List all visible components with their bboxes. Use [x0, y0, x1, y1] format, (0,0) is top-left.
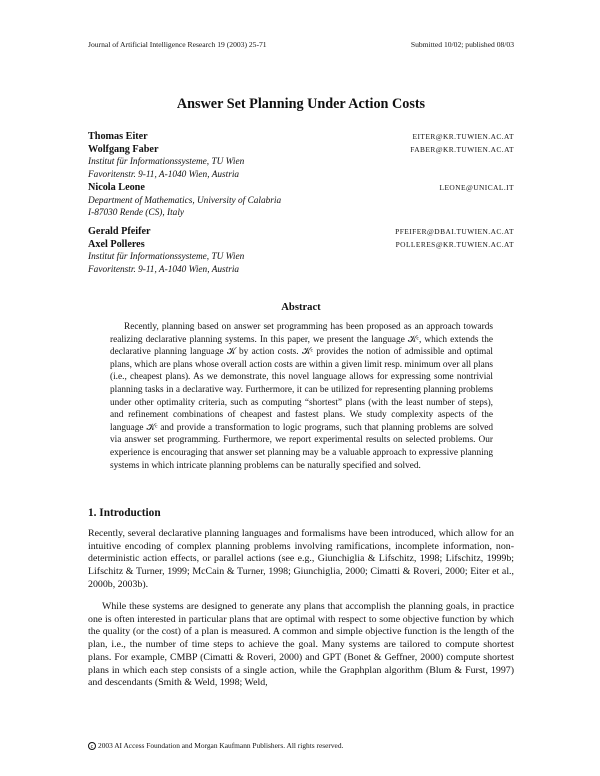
affiliation-line: Favoritenstr. 9-11, A-1040 Wien, Austria — [88, 264, 240, 275]
copyright-icon: c — [88, 742, 96, 750]
copyright-text: 2003 AI Access Foundation and Morgan Kaufmann Publishers. All rights reserved. — [98, 741, 344, 750]
journal-citation: Journal of Artificial Intelligence Research 19 (2003) 25-71 — [88, 40, 267, 49]
abstract-heading: Abstract — [281, 302, 321, 313]
author-name: Wolfgang Faber — [88, 143, 159, 155]
author-group-3 — [88, 226, 514, 276]
paper-title: Answer Set Planning Under Action Costs — [176, 96, 426, 112]
author-group-1 — [88, 131, 514, 181]
author-email: POLLERES@KR.TUWIEN.AC.AT — [395, 239, 514, 249]
section-heading: 1. Introduction — [88, 507, 161, 519]
submission-dates: Submitted 10/02; published 08/03 — [410, 40, 514, 49]
affiliation-line: Institut für Informationssysteme, TU Wien — [88, 252, 245, 262]
author-email: FABER@KR.TUWIEN.AC.AT — [410, 144, 514, 154]
author-email: LEONE@UNICAL.IT — [439, 183, 514, 192]
body-paragraph: While these systems are designed to generate any plans that accomplish the planning goals, in practice one is often interested in particular plans that are optimal with respect to some objective function by which the quality (or the cost) of a plan is measured. A common and simple objective function is the length of the plan, i.e., the number of time steps to achieve the goal. Many systems are tailored to compute shortest plans. For example, CMBP (Cimatti & Roveri, 2000) and GPT (Bonet & Geffner, 2000) compute shortest plans in which each step consists of a single action, while the Graphplan algorithm (Blum & Furst, 1997) and descendants (Smith & Weld, 1998; Weld, — [88, 601, 514, 689]
affiliation-line: I-87030 Rende (CS), Italy — [88, 208, 185, 218]
author-email: PFEIFER@DBAI.TUWIEN.AC.AT — [395, 227, 514, 236]
author-name: Nicola Leone — [88, 182, 145, 193]
affiliation-line: Department of Mathematics, University of Calabria — [88, 195, 282, 206]
author-row — [88, 131, 514, 144]
body-paragraph: Recently, several declarative planning languages and formalisms have been introduced, which allow for an intuitive encoding of complex planning problems involving ramifications, incomplete information, non-deterministic action effects, or parallel actions (see e.g., Giunchiglia & Lifschitz, 1998; Lifschitz, 1999b; Lifschitz & Turner, 1999; McCain & Turner, 1998; Giunchiglia, 2000; Cimatti & Roveri, 2000; Eiter et al., 2000b, 2003b). — [88, 528, 514, 590]
author-row — [88, 182, 514, 195]
affiliation-line: Favoritenstr. 9-11, A-1040 Wien, Austria — [88, 169, 240, 180]
author-name: Gerald Pfeifer — [88, 226, 151, 237]
author-row — [88, 226, 514, 239]
author-group-2 — [88, 182, 514, 220]
affiliation-line: Institut für Informationssysteme, TU Wien — [88, 157, 245, 167]
running-header — [88, 40, 514, 49]
copyright-footer — [88, 741, 343, 750]
author-row — [88, 239, 514, 252]
author-email: EITER@KR.TUWIEN.AC.AT — [412, 132, 514, 141]
author-name: Axel Polleres — [88, 238, 145, 250]
author-row — [88, 144, 514, 157]
abstract-body: Recently, planning based on answer set programming has been proposed as an approach towards realizing declarative planning systems. In this paper, we present the language 𝒦ᶜ, which extends the declarative planning language 𝒦 by action costs. 𝒦ᶜ provides the notion of admissible and optimal plans, which are plans whose overall action costs are within a given limit resp. minimum over all plans (i.e., cheapest plans). As we demonstrate, this novel language allows for expressing some nontrivial planning tasks in a declarative way. Furthermore, it can be utilized for representing planning problems under other optimality criteria, such as computing “shortest” plans (with the least number of steps), and refinement combinations of cheapest and fastest plans. We study complexity aspects of the language 𝒦ᶜ and provide a transformation to logic programs, such that planning problems are solved via answer set programming. Furthermore, we report experimental results on selected problems. Our experience is encouraging that answer set planning may be a valuable approach to expressive planning systems in which intricate planning problems can be naturally specified and solved. — [110, 322, 493, 471]
author-name: Thomas Eiter — [88, 131, 148, 142]
